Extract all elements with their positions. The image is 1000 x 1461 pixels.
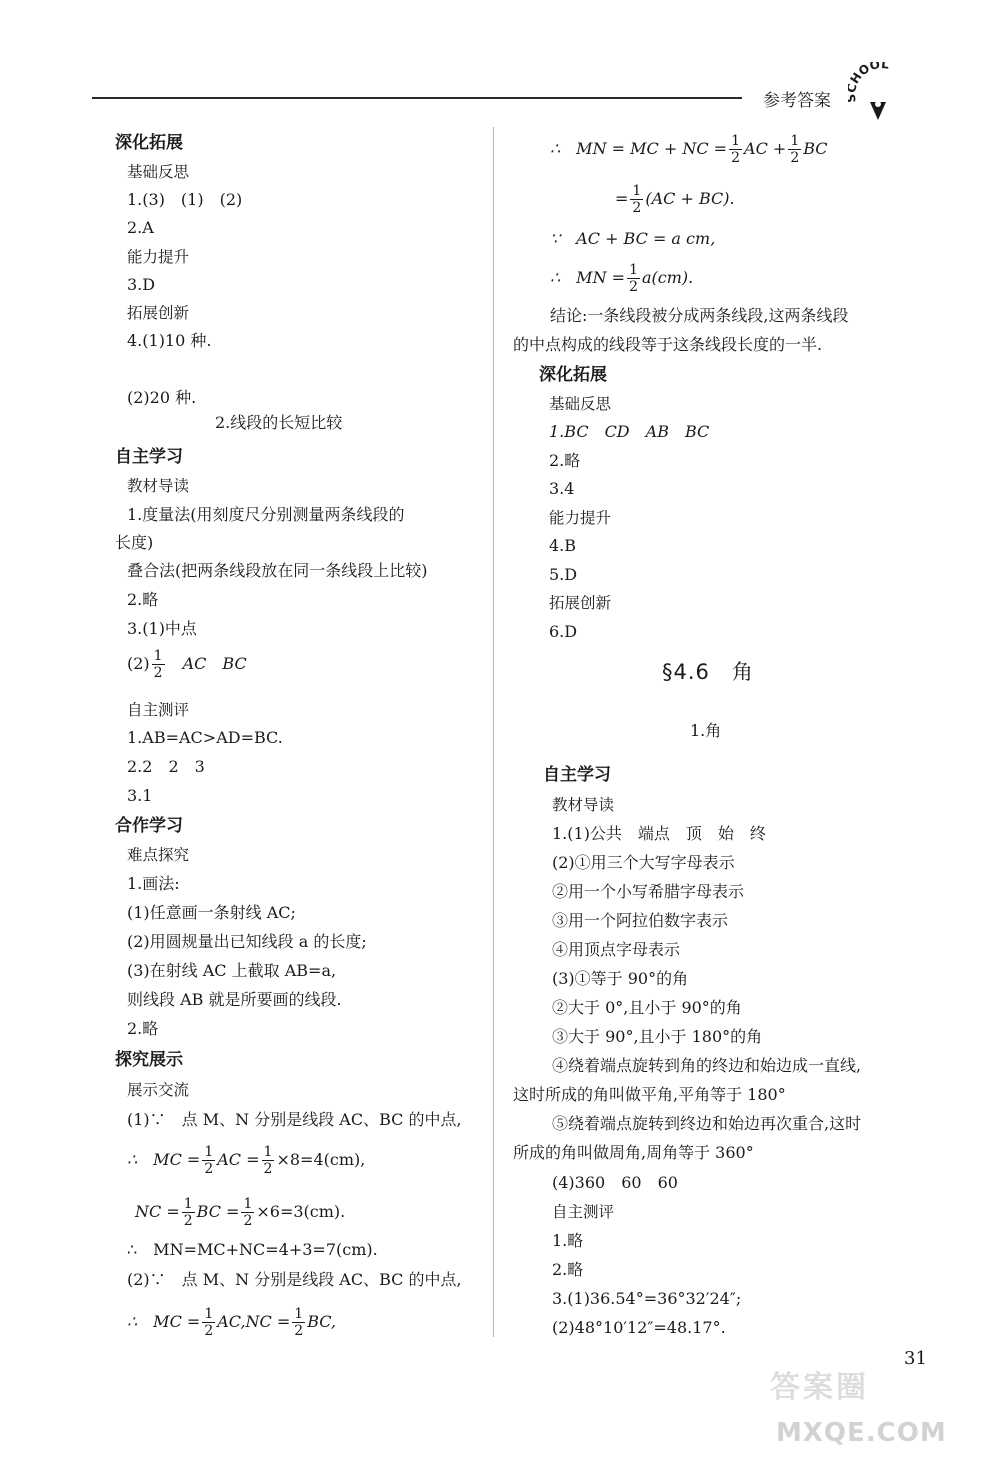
answer-line: 2.略 [127,590,159,609]
header-title: 参考答案 [763,91,831,111]
fraction-denominator: 2 [263,1161,273,1177]
answer-line: ③大于 90°,且小于 180°的角 [552,1027,763,1046]
text-part: AC = [217,1150,260,1169]
page-number: 31 [904,1348,927,1369]
answer-line: 5.D [549,565,578,584]
section-heading: 深化拓展 [539,365,607,385]
sub-heading: 基础反思 [127,163,190,181]
text-part: AC BC [182,654,247,673]
equation-line [550,262,693,295]
fraction-numerator: 1 [731,133,741,149]
lesson-title: 1.角 [690,721,722,740]
answer-line: ②用一个小写希腊字母表示 [552,882,745,901]
answer-line: 3.1 [127,786,153,805]
text-part: BC [803,139,828,158]
section-heading: 自主学习 [115,447,183,467]
equation-line: ∴ MN=MC+NC=4+3=7(cm). [127,1240,378,1259]
answer-line: ⑤绕着端点旋转到终边和始边再次重合,这时 [552,1114,862,1133]
fraction-numerator: 1 [183,1196,193,1212]
school-logo [848,62,914,128]
fraction-numerator: 1 [632,183,642,199]
fraction-denominator: 2 [243,1213,253,1229]
fraction-denominator: 2 [204,1323,214,1339]
fraction-numerator: 1 [204,1144,214,1160]
fraction [152,648,165,681]
answer-line: 2.略 [127,1019,159,1038]
answer-line: 3.4 [549,479,575,498]
sub-heading: 拓展创新 [549,594,612,612]
answer-line: ②大于 0°,且小于 90°的角 [552,998,742,1017]
fraction-denominator: 2 [153,665,163,681]
text-part: ∴ MC = [127,1150,201,1169]
fraction-denominator: 2 [629,279,638,295]
text-part: NC = [135,1202,180,1221]
fraction-denominator: 2 [731,150,741,166]
equation-line [135,1196,345,1229]
sub-heading: 展示交流 [127,1081,190,1099]
text-part: = [615,189,629,208]
text-part: AC,NC = [217,1312,291,1331]
answer-line: 3.(1)中点 [127,619,197,638]
fraction-denominator: 2 [632,200,642,216]
svg-text:SCHOOL [848,62,890,103]
answer-line: 1.BC CD AB BC [549,422,710,441]
answer-line: (3)①等于 90°的角 [552,969,689,988]
equation-line: ∵ AC + BC = a cm, [550,229,716,248]
sub-heading: 能力提升 [127,248,190,266]
text-part: BC = [196,1202,240,1221]
fraction-denominator: 2 [790,150,800,166]
text-part: ×6=3(cm). [256,1202,346,1221]
section-number-title: §4.6 角 [662,660,754,684]
column-divider [493,127,494,1337]
sub-heading: 自主测评 [127,701,190,719]
header-rule [92,97,742,99]
answer-line: 1.略 [552,1231,584,1250]
sub-heading: 自主测评 [552,1203,615,1221]
answer-line: 叠合法(把两条线段放在同一条线段上比较) [127,561,428,580]
fraction [241,1196,254,1229]
answer-line: (3)在射线 AC 上截取 AB=a, [127,961,337,980]
equation-line [127,1144,365,1177]
answer-line: 1.AB=AC>AD=BC. [127,728,283,747]
equation-line [127,1306,336,1339]
answer-line: (1)任意画一条射线 AC; [127,903,296,922]
answer-line: 长度) [115,533,154,552]
fraction-denominator: 2 [294,1323,304,1339]
answer-line: (2)①用三个大写字母表示 [552,853,735,872]
conclusion-line: 结论:一条线段被分成两条线段,这两条线段 [550,306,849,325]
fraction-numerator: 1 [294,1306,304,1322]
section-heading: 合作学习 [115,816,183,836]
fraction-numerator: 1 [243,1196,253,1212]
answer-line: 2.2 2 3 [127,757,205,776]
answer-line: ④绕着端点旋转到角的终边和始边成一直线, [552,1056,862,1075]
answer-line: 1.度量法(用刻度尺分别测量两条线段的 [127,505,405,524]
answer-line: 4.(1)10 种. [127,331,212,350]
watermark-text: 答案圈 [770,1370,869,1405]
sub-heading: 教材导读 [127,477,190,495]
answer-line: 2.A [127,218,154,237]
answer-line: (2)∵ 点 M、N 分别是线段 AC、BC 的中点, [127,1270,462,1289]
lesson-title: 2.线段的长短比较 [215,413,343,432]
text-part: a(cm). [641,268,694,287]
watermark-url: MXQE.COM [776,1418,947,1448]
text-part: (2) [127,654,150,673]
text-part: (AC + BC). [645,189,735,208]
logo-text: HOOL [848,62,890,87]
fraction [202,1144,215,1177]
sub-heading: 基础反思 [549,395,612,413]
sub-heading: 难点探究 [127,846,190,864]
answer-line: 2.略 [552,1260,584,1279]
sub-heading: 能力提升 [549,509,612,527]
text-part: ∴ MN = [550,268,626,287]
answer-line: ③用一个阿拉伯数字表示 [552,911,729,930]
text-part: AC + [744,139,787,158]
text-part: ∴ MC = [127,1312,201,1331]
section-heading: 自主学习 [543,765,611,785]
fraction-numerator: 1 [629,262,638,278]
answer-line: 1.(3) (1) (2) [127,190,243,209]
sub-heading: 拓展创新 [127,304,190,322]
text-part: BC, [307,1312,337,1331]
fraction-numerator: 1 [153,648,163,664]
answer-line: 2.略 [549,451,581,470]
fraction-numerator: 1 [204,1306,214,1322]
answer-line: 3.(1)36.54°=36°32′24″; [552,1289,742,1308]
answer-line: (1)∵ 点 M、N 分别是线段 AC、BC 的中点, [127,1110,462,1129]
answer-line-fraction [127,648,247,681]
answer-line: (2)用圆规量出已知线段 a 的长度; [127,932,367,951]
answer-line: 1.画法: [127,874,180,893]
equation-line [550,133,828,166]
answer-line: (4)360 60 60 [552,1173,678,1192]
answer-line: 3.D [127,275,156,294]
answer-line: 这时所成的角叫做平角,平角等于 180° [513,1085,786,1104]
fraction-denominator: 2 [183,1213,193,1229]
equation-line [615,183,735,216]
fraction [627,262,640,295]
answer-line: (2)20 种. [127,388,197,407]
fraction-numerator: 1 [790,133,800,149]
fraction [182,1196,195,1229]
fraction [262,1144,275,1177]
fraction [788,133,801,166]
answer-line: (2)48°10′12″=48.17°. [552,1318,726,1337]
fraction [292,1306,305,1339]
section-heading: 探究展示 [115,1050,183,1070]
answer-line: ④用顶点字母表示 [552,940,681,959]
fraction-numerator: 1 [263,1144,273,1160]
answer-line: 1.(1)公共 端点 顶 始 终 [552,824,766,843]
fraction [202,1306,215,1339]
answer-line: 所成的角叫做周角,周角等于 360° [513,1143,754,1162]
text-part: ×8=4(cm), [276,1150,366,1169]
answer-line: 4.B [549,536,577,555]
sub-heading: 教材导读 [552,796,615,814]
fraction [630,183,643,216]
answer-line: 6.D [549,622,578,641]
section-heading: 深化拓展 [115,133,183,153]
answer-line: 则线段 AB 就是所要画的线段. [127,990,342,1009]
text-part: ∴ MN = MC + NC = [550,139,728,158]
school-pin-icon [848,62,914,128]
conclusion-line: 的中点构成的线段等于这条线段长度的一半. [513,335,823,354]
fraction [729,133,742,166]
fraction-denominator: 2 [204,1161,214,1177]
